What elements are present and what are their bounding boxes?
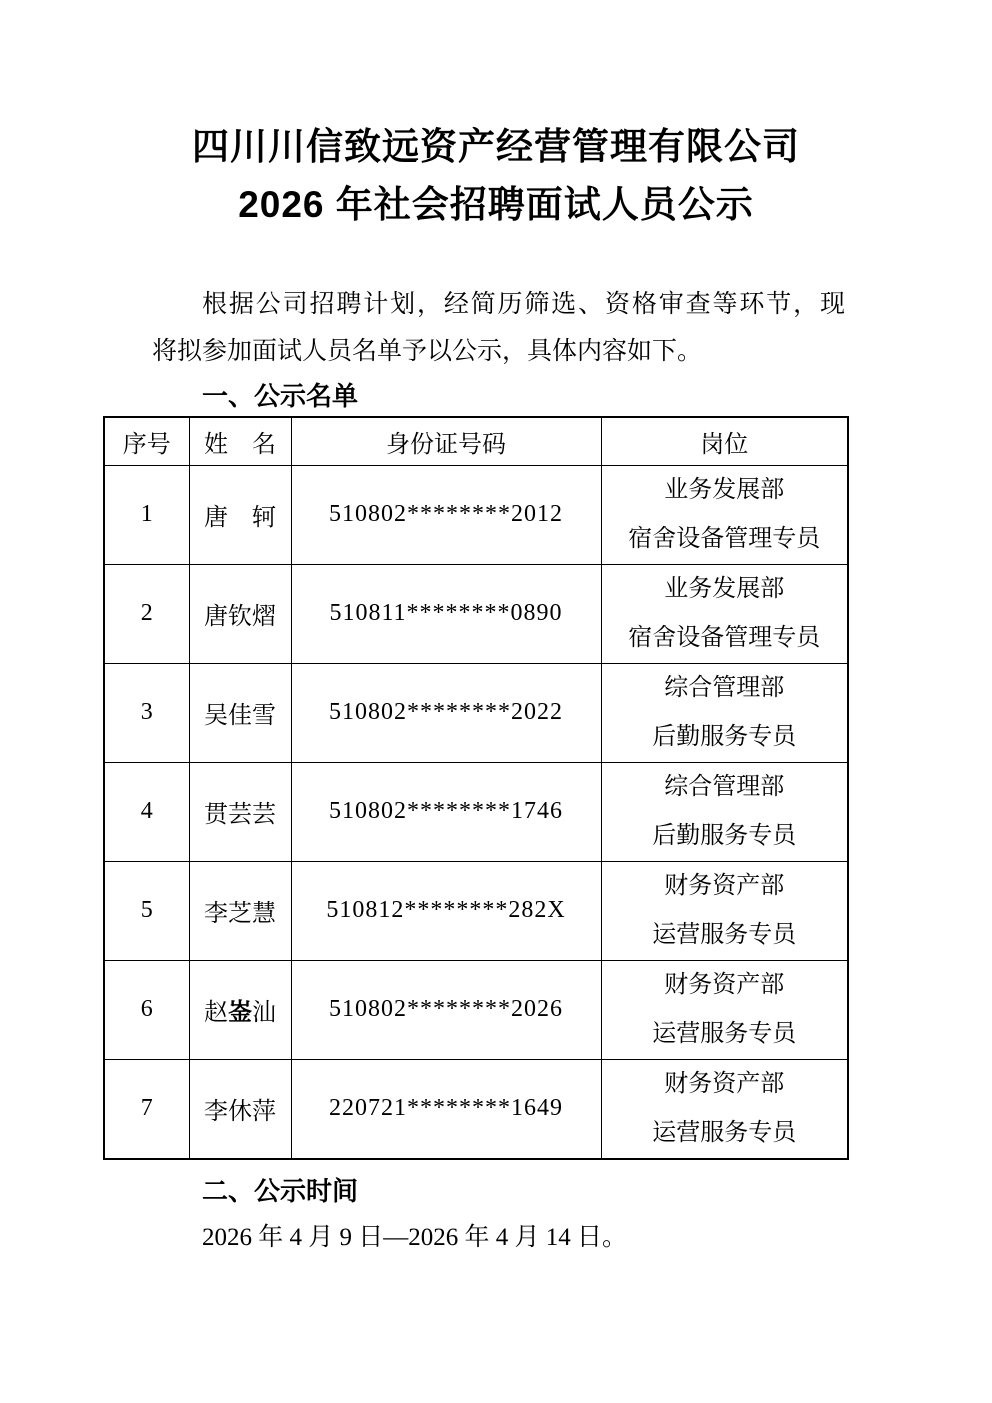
- table-row: [104, 861, 848, 960]
- seq-cell: 4: [104, 762, 189, 861]
- position-cell: [601, 663, 848, 762]
- role-text: 运营服务专员: [652, 921, 797, 948]
- id-number-text: 510802********2012: [329, 501, 563, 527]
- section-2-heading: 二、公示时间: [202, 1175, 359, 1206]
- id-number-text: 510802********2026: [329, 996, 563, 1022]
- table-row: [104, 663, 848, 762]
- seq-cell: 1: [104, 465, 189, 564]
- header-cell: 身份证号码: [291, 417, 601, 465]
- id-number-text: 510811********0890: [329, 600, 563, 626]
- document-title: [0, 118, 992, 234]
- position-cell: [601, 762, 848, 861]
- table-row: [104, 960, 848, 1059]
- seq-cell: 5: [104, 861, 189, 960]
- name-cell: 李芝慧: [189, 861, 291, 960]
- position-cell: [601, 861, 848, 960]
- table-row: [104, 465, 848, 564]
- id-number-text: 510812********282X: [326, 897, 566, 923]
- intro-line1: 根据公司招聘计划，经简历筛选、资格审查等环节，现: [202, 291, 845, 318]
- intro-paragraph: [152, 281, 845, 375]
- document-title-line2: 2026 年社会招聘面试人员公示: [238, 184, 754, 225]
- position-cell: [601, 960, 848, 1059]
- position-cell: [601, 1059, 848, 1159]
- id-number-text: 220721********1649: [329, 1095, 563, 1121]
- publicity-date: 2026 年 4 月 9 日—2026 年 4 月 14 日。: [202, 1223, 628, 1251]
- table-row: [104, 762, 848, 861]
- id-number-cell: [291, 564, 601, 663]
- section-1-heading: 一、公示名单: [202, 381, 359, 411]
- id-number-text: 510802********1746: [329, 798, 563, 824]
- seq-cell: 6: [104, 960, 189, 1059]
- roster-header-row: [104, 417, 848, 465]
- position-cell: [601, 465, 848, 564]
- department-text: 综合管理部: [664, 773, 785, 800]
- header-cell: 序号: [104, 417, 189, 465]
- name-cell: 唐钦熠: [189, 564, 291, 663]
- header-cell: 岗位: [601, 417, 848, 465]
- role-text: 宿舍设备管理专员: [628, 624, 821, 651]
- table-row: [104, 564, 848, 663]
- name-cell: 贯芸芸: [189, 762, 291, 861]
- name-cell: 吴佳雪: [189, 663, 291, 762]
- name-cell: 赵崟汕: [189, 960, 291, 1059]
- role-text: 后勤服务专员: [652, 822, 797, 849]
- role-text: 宿舍设备管理专员: [628, 525, 821, 552]
- role-text: 后勤服务专员: [652, 723, 797, 750]
- department-text: 财务资产部: [664, 872, 785, 899]
- department-text: 综合管理部: [664, 674, 785, 701]
- id-number-text: 510802********2022: [329, 699, 563, 725]
- seq-cell: 2: [104, 564, 189, 663]
- id-number-cell: [291, 960, 601, 1059]
- role-text: 运营服务专员: [652, 1020, 797, 1047]
- department-text: 财务资产部: [664, 971, 785, 998]
- intro-line2: 将拟参加面试人员名单予以公示，具体内容如下。: [152, 338, 703, 365]
- document-title-line1: 四川川信致远资产经营管理有限公司: [192, 126, 800, 167]
- name-fallback-glyph: 崟: [228, 999, 252, 1026]
- id-number-cell: [291, 1059, 601, 1159]
- header-cell: 姓 名: [189, 417, 291, 465]
- id-number-cell: [291, 663, 601, 762]
- id-number-cell: [291, 861, 601, 960]
- id-number-cell: [291, 465, 601, 564]
- name-cell: 李休萍: [189, 1059, 291, 1159]
- table-row: [104, 1059, 848, 1159]
- role-text: 运营服务专员: [652, 1119, 797, 1146]
- department-text: 财务资产部: [664, 1070, 785, 1097]
- position-cell: [601, 564, 848, 663]
- id-number-cell: [291, 762, 601, 861]
- department-text: 业务发展部: [664, 575, 785, 602]
- seq-cell: 3: [104, 663, 189, 762]
- roster-table: [103, 416, 849, 1160]
- seq-cell: 7: [104, 1059, 189, 1159]
- name-cell: 唐 轲: [189, 465, 291, 564]
- department-text: 业务发展部: [664, 476, 785, 503]
